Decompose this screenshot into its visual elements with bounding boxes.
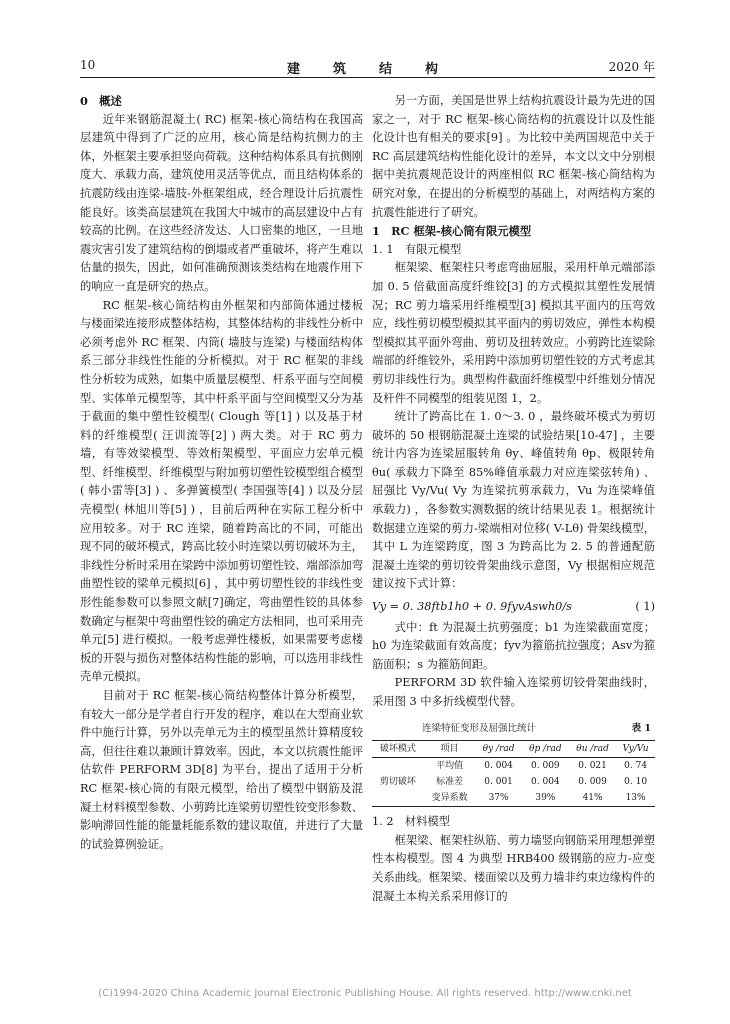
paragraph-5: 框架梁、框架柱只考虑弯曲屈服，采用杆单元端部添加 0. 5 倍截面高度纤维铰[3] 的方式模拟其塑性发展情况；RC 剪力墙采用纤维模型[3] 模拟其平面内的压弯效应，线性剪切模型模拟其平面内的剪切效应，弹性本构模型模拟其平面外弯曲、剪切及扭转效应。小剪跨比连梁除端部的纤维铰外，采用跨中添加剪切塑性铰的方式考虑其剪切非线性行为。典型构件截面纤维模型中纤维划分情况及杆件不同模型的组装见图 1，2。 [372, 261, 655, 405]
paragraph-9: 框架梁、框架柱纵筋、剪力墙竖向钢筋采用理想弹塑性本构模型。图 4 为典型 HRB400 级钢筋的应力-应变关系曲线。框架梁、楼面梁以及剪力墙非约束边缘构件的混凝土本构关系采用修订的 [372, 833, 655, 903]
table-header-cell: Vy/Vu [616, 741, 655, 758]
table-cell: 0. 009 [531, 761, 560, 772]
paragraph-6: 统计了跨高比在 1. 0～3. 0 ，最终破坏模式为剪切破坏的 50 根钢筋混凝土连梁的试验结果[10-47] ，主要统计内容为连梁屈服转角 θy、峰值转角 θp、极限转角 θu( 承载力下降至 85%峰值承载力对应连梁弦转角) 、屈强比 Vy/Vu( Vy 为连梁抗剪承载力，Vu 为连梁峰值承载力) ，各参数实测数据的统计结果见表 1。根据统计数据建立连梁的剪力-梁端相对位移( V-Lθ) 骨架线模型，其中 L 为连梁跨度，图 3 为跨高比为 2. 5 的普通配筋混凝土连梁的剪切铰骨架曲线示意图，Vy 根据相应规范建议按下式计算： [372, 410, 655, 591]
table-1-number: 表 1 [631, 722, 651, 734]
table-cell: 39% [535, 793, 556, 804]
paragraph-7: 式中：ft 为混凝土抗剪强度；b1 为连梁截面宽度；h0 为连梁截面有效高度；fyv为箍筋抗拉强度；Asv为箍筋面积；s 为箍筋间距。 [372, 620, 655, 671]
paragraph-8: PERFORM 3D 软件输入连梁剪切铰骨架曲线时，采用图 3 中多折线模型代替。 [372, 676, 655, 708]
table-cell: 13% [625, 793, 646, 804]
section-1-heading: 1 RC 框架-核心筒有限元模型 [372, 224, 532, 239]
table-cell: 0. 009 [578, 777, 607, 788]
table-header-row [372, 741, 655, 758]
table-cell: 37% [488, 793, 509, 804]
copyright-footer: (C)1994-2020 China Academic Journal Electronic Publishing House. All rights reserved. http://www.cnki.net [98, 988, 632, 999]
page-header [80, 58, 655, 76]
table-cell: 41% [582, 793, 603, 804]
table-header-cell: θy /rad [475, 741, 521, 758]
table-cell: 标准差 [436, 777, 464, 788]
page-number: 10 [80, 58, 96, 72]
table-cell: 0. 10 [624, 777, 648, 788]
table-header-cell: 破坏模式 [372, 741, 424, 758]
paragraph-2: RC 框架-核心筒结构由外框架和内部筒体通过楼板与楼面梁连接形成整体结构，其整体结构的非线性分析中必须考虑外 RC 框架、内筒( 墙肢与连梁) 与楼面结构体系三部分非线性性能的分析模拟。对于 RC 框架的非线性分析较为成熟，如集中质量层模型、杆系平面与空间模型、实体单元模型等，其中杆系平面与空间模型又分为基于截面的集中塑性铰模型( Clough 等[1] ) 以及基于材料的纤维模型( 汪训流等[2] ) 两大类。对于 RC 剪力墙，有等效梁模型、等效桁架模型、平面应力宏单元模型、纤维模型、纤维模型与附加剪切塑性铰模型组合模型( 韩小雷等[3] ) 、多弹簧模型( 李国强等[4] ) 以及分层壳模型( 林旭川等[5] ) ，目前后两种在实际工程分析中应用较多。对于 RC 连梁，随着跨高比的不同，可能出现不同的破坏模式，跨高比较小时连梁以剪切破坏为主，非线性分析时采用在梁跨中添加剪切塑性铰、端部添加弯曲塑性铰的梁单元模拟[6] ，其中剪切塑性铰的非线性变形性能参数可以参照文献[7]确定，弯曲塑性铰的具体参数确定与框架中弯曲塑性铰的确定方法相同，也可采用壳单元[5] 进行模拟。一般考虑弹性楼板，如果需要考虑楼板的开裂与损伤对整体结构性能的影响，可以选用非线性壳单元模拟。 [80, 298, 363, 684]
table-cell: 0. 001 [484, 777, 513, 788]
equation-body: Vy = 0. 38ftb1h0 + 0. 9fyvAswh0/s [372, 600, 572, 614]
paragraph-4: 另一方面，美国是世界上结构抗震设计最为先进的国家之一，对于 RC 框架-核心筒结构的抗震设计以及性能化设计也有相关的要求[9] 。为比较中美两国规范中关于 RC 高层建筑结构性能化设计的差异，本文以文中分别根据中美抗震规范设计的两座相似 RC 框架-核心筒结构为研究对象，在提出的分析模型的基础上，对两结构方案的抗震性能进行了研究。 [372, 94, 655, 219]
table-cell: 0. 004 [484, 761, 513, 772]
table-header-cell: θu /rad [569, 741, 616, 758]
equation-1 [372, 598, 655, 617]
table-cell: 变异系数 [431, 793, 468, 804]
table-cell: 0. 004 [531, 777, 560, 788]
table-1 [372, 720, 655, 808]
subsection-1-1-heading: 1. 1 有限元模型 [372, 242, 462, 256]
right-column [372, 92, 655, 906]
table-cell: 0. 74 [624, 761, 648, 772]
journal-title: 建 筑 结 构 [286, 62, 448, 77]
subsection-1-2-heading: 1. 2 材料模型 [372, 815, 451, 829]
table-row [372, 758, 655, 775]
table-header-cell: θp /rad [522, 741, 569, 758]
failure-mode-cell: 剪切破坏 [379, 777, 416, 788]
section-0-heading: 0 概述 [80, 94, 122, 108]
paragraph-1: 近年来钢筋混凝土( RC) 框架-核心筒结构在我国高层建筑中得到了广泛的应用，核心筒是结构抗侧力的主体，外框架主要承担竖向荷载。这种结构体系具有抗侧刚度大、承载力高，建筑使用灵活等优点，而且结构体系的抗震防线由连梁-墙肢-外框架组成，经合理设计后抗震性能良好。该类高层建筑在我国大中城市的高层建设中占有较高的比例。在这些经济发达、人口密集的地区，一旦地震灾害引发了建筑结构的倒塌或者严重破坏，将产生难以估量的损失，因此，如何准确预测该类结构在地震作用下的响应一直是研究的热点。 [80, 112, 363, 293]
table-1-caption [372, 720, 655, 739]
equation-number: ( 1) [635, 600, 655, 614]
paragraph-3: 目前对于 RC 框架-核心筒结构整体计算分析模型，有较大一部分是学者自行开发的程序，难以在大型商业软件中施行计算，另外以壳单元为主的模型虽然计算精度较高，但往往难以兼顾计算效率。因此，本文以抗震性能评估软件 PERFORM 3D[8] 为平台，提出了适用于分析 RC 框架-核心筒的有限元模型，给出了模型中钢筋及混凝土材料模型参数、小剪跨比连梁剪切塑性铰变形参数、影响滞回性能的能量耗能系数的建议取值，并进行了大量的试验算例验证。 [80, 689, 363, 851]
table-header-cell: 项目 [424, 741, 476, 758]
year-label: 2020 年 [608, 60, 655, 74]
table-cell: 0. 021 [578, 761, 607, 772]
table-1-grid [372, 740, 655, 807]
table-cell: 平均值 [436, 761, 464, 772]
table-1-title: 连梁特征变形及屈强比统计 [422, 722, 537, 734]
left-column [80, 92, 363, 854]
header-rule [80, 77, 655, 78]
